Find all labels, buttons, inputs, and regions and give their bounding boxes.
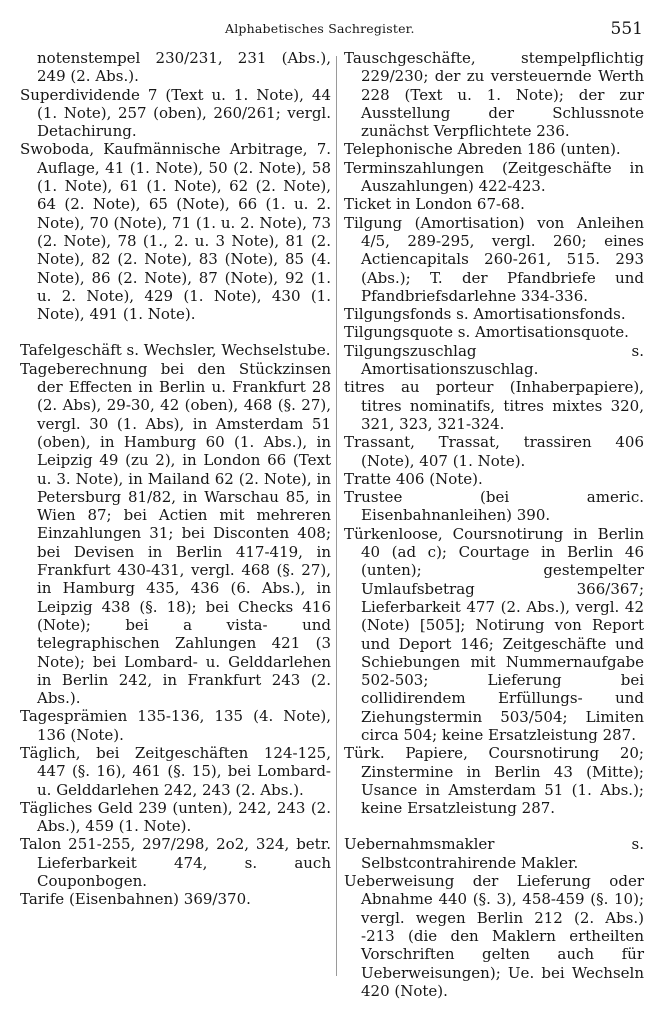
index-entry: Trustee (bei americ. Eisenbahnanleihen) 390.	[344, 488, 644, 525]
index-entry: Tarife (Eisenbahnen) 369/370.	[20, 890, 251, 909]
index-entry: Türk. Papiere, Coursnotirung 20; Zinstermine in Berlin 43 (Mitte); Usance in Amsterdam 51 (1. Abs.); keine Ersatzleistung 287.	[344, 744, 644, 818]
index-entry: Trassant, Trassat, trassiren 406 (Note), 407 (1. Note).	[344, 433, 644, 470]
section-gap	[20, 323, 331, 341]
index-entry: Uebernahmsmakler s. Selbstcontrahirende Makler.	[344, 835, 644, 872]
left-column	[20, 49, 331, 909]
page-number: 551	[610, 19, 643, 39]
index-entry: Ueberweisung der Lieferung oder Abnahme 440 (§. 3), 458-459 (§. 10); vergl. wegen Berlin 212 (2. Abs.) -213 (die den Maklern ertheilten Vorschriften gelten auch für Ueberweisungen); Ue. bei Wechseln 420 (Note).	[344, 872, 644, 1000]
index-entry: Ticket in London 67-68.	[344, 195, 525, 214]
running-title: Alphabetisches Sachregister.	[225, 21, 415, 36]
index-entry: Terminszahlungen (Zeitgeschäfte in Auszahlungen) 422-423.	[344, 158, 644, 196]
index-entry: Talon 251-255, 297/298, 2o2, 324, betr. Lieferbarkeit 474, s. auch Couponbogen.	[20, 835, 331, 891]
column-divider	[336, 56, 337, 976]
index-entry: Superdividende 7 (Text u. 1. Note), 44 (1. Note), 257 (oben), 260/261; vergl. Detachirung.	[20, 85, 331, 141]
right-column	[344, 49, 644, 1000]
index-entry: Tilgungsfonds s. Amortisationsfonds.	[344, 305, 626, 324]
index-entry: Tilgungsquote s. Amortisationsquote.	[344, 323, 629, 342]
index-entry: Täglich, bei Zeitgeschäften 124-125, 447 (§. 16), 461 (§. 15), bei Lombard- u. Gelddarlehen 242, 243 (2. Abs.).	[20, 743, 331, 799]
index-entry: Tauschgeschäfte, stempelpflichtig 229/230; der zu versteuernde Werth 228 (Text u. 1. Note); der zur Ausstellung der Schlussnote zunächst Verpflichtete 236.	[344, 49, 644, 141]
index-entry: Tageberechnung bei den Stückzinsen der Effecten in Berlin u. Frankfurt 28 (2. Abs), 29-30, 42 (oben), 468 (§. 27), vergl. 30 (1. Abs), in Amsterdam 51 (oben), in Hamburg 60 (1. Abs.), in Leipzig 49 (zu 2), in London 66 (Text u. 3. Note), in Mailand 62 (2. Note), in Petersburg 81/82, in Warschau 85, in Wien 87; bei Actien mit mehreren Einzahlungen 31; bei Disconten 408; bei Devisen in Berlin 417-419, in Frankfurt 430-431, vergl. 468 (§. 27), in Hamburg 435, 436 (6. Abs.), in Leipzig 438 (§. 18); bei Checks 416 (Note); bei a vista- und telegraphischen Zahlungen 421 (3 Note); bei Lombard- u. Gelddarlehen in Berlin 242, in Frankfurt 243 (2. Abs.).	[20, 359, 331, 708]
index-entry: Tagesprämien 135-136, 135 (4. Note), 136 (Note).	[20, 707, 331, 744]
index-entry: Telephonische Abreden 186 (unten).	[344, 140, 621, 159]
index-entry: Tratte 406 (Note).	[344, 469, 483, 488]
index-entry: Türkenloose, Coursnotirung in Berlin 40 (ad c); Courtage in Berlin 46 (unten); gestempelter Umlaufsbetrag 366/367; Lieferbarkeit 477 (2. Abs.), vergl. 42 (Note) [505]; Notirung von Report und Deport 146; Zeitgeschäfte und Schiebungen mit Nummernaufgabe 502-503; Lieferung bei collidirendem Erfüllungs- und Ziehungstermin 503/504; Limiten circa 504; keine Ersatzleistung 287.	[344, 524, 644, 744]
section-gap	[344, 817, 644, 835]
index-entry: Tafelgeschäft s. Wechsler, Wechselstube.	[20, 341, 331, 360]
index-entry: Tilgungszuschlag s. Amortisationszuschlag.	[344, 341, 644, 379]
index-entry: Swoboda, Kaufmännische Arbitrage, 7. Auflage, 41 (1. Note), 50 (2. Note), 58 (1. Note), 61 (1. Note), 62 (2. Note), 64 (2. Note), 65 (Note), 66 (1. u. 2. Note), 70 (Note), 71 (1. u. 2. Note), 73 (2. Note), 78 (1., 2. u. 3 Note), 81 (2. Note), 82 (2. Note), 83 (Note), 85 (4. Note), 86 (2. Note), 87 (Note), 92 (1. u. 2. Note), 429 (1. Note), 430 (1. Note), 491 (1. Note).	[20, 140, 331, 324]
index-entry: Tägliches Geld 239 (unten), 242, 243 (2. Abs.), 459 (1. Note).	[20, 798, 331, 836]
index-entry: titres au porteur (Inhaberpapiere), titres nominatifs, titres mixtes 320, 321, 323, 321-324.	[344, 378, 644, 433]
index-entry: Tilgung (Amortisation) von Anleihen 4/5, 289-295, vergl. 260; eines Actiencapitals 260-261, 515. 293 (Abs.); T. der Pfandbriefe und Pfandbriefsdarlehne 334-336.	[344, 213, 644, 305]
index-entry: notenstempel 230/231, 231 (Abs.), 249 (2. Abs.).	[37, 49, 331, 86]
page-header	[0, 19, 665, 43]
